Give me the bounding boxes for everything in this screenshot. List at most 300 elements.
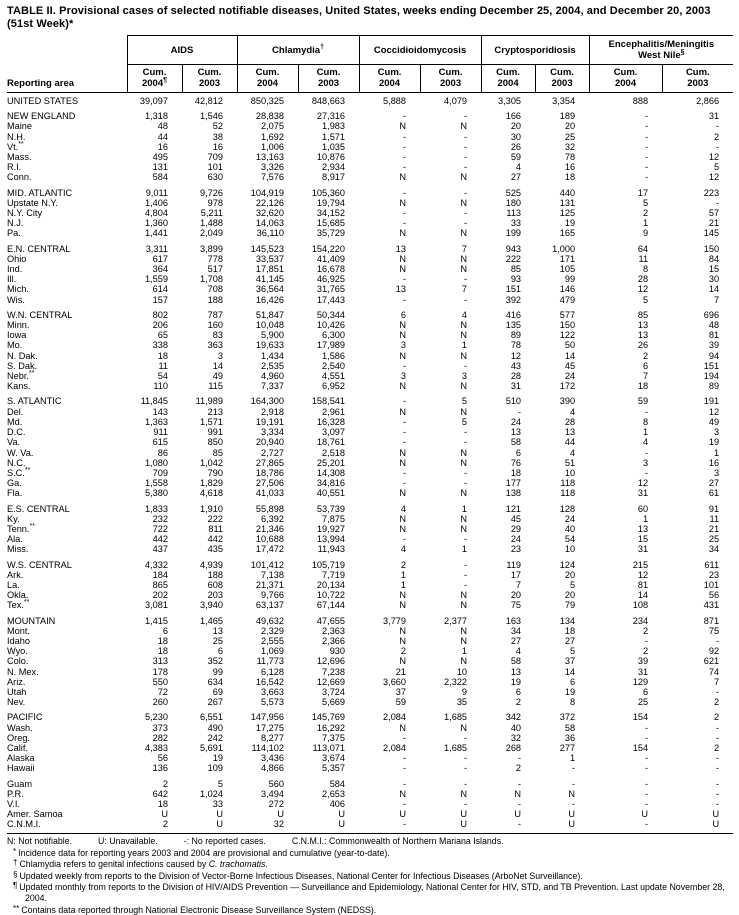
value-cell: 4,551 bbox=[322, 371, 346, 382]
value-cell: 13 bbox=[510, 666, 522, 677]
value-cell: 2,377 bbox=[444, 615, 468, 626]
value-cell: - bbox=[402, 478, 407, 489]
value-cell: 1,983 bbox=[322, 121, 346, 132]
value-cell: - bbox=[645, 121, 649, 132]
value-cell: 5 bbox=[642, 294, 649, 305]
value-cell: 6 bbox=[515, 686, 522, 697]
value-cell: U bbox=[399, 809, 407, 820]
value-cell: 1 bbox=[642, 218, 649, 229]
value-cell: 30 bbox=[510, 131, 522, 142]
value-cell: 25,201 bbox=[316, 457, 346, 468]
value-cell: 6 bbox=[642, 686, 649, 697]
value-cell: U bbox=[277, 809, 285, 820]
table-row bbox=[7, 458, 733, 468]
value-cell: 2 bbox=[162, 778, 168, 789]
value-cell: 4,939 bbox=[200, 559, 224, 570]
value-cell: 3,354 bbox=[552, 96, 576, 106]
value-cell: N bbox=[460, 172, 468, 183]
value-cell: 60 bbox=[637, 503, 649, 514]
value-cell: N bbox=[460, 488, 468, 499]
value-cell: 14 bbox=[564, 350, 576, 361]
column-group-header: Encephalitis/Meningitis West Nile§ bbox=[589, 36, 733, 65]
cum-subheader: Cum. 2003 bbox=[662, 65, 733, 93]
table-row bbox=[7, 218, 733, 228]
value-cell: 165 bbox=[559, 228, 576, 239]
value-cell: 75 bbox=[708, 625, 720, 636]
value-cell: 121 bbox=[505, 503, 522, 514]
value-cell: 147,956 bbox=[250, 712, 285, 723]
value-cell: N bbox=[460, 635, 468, 646]
page-title: TABLE II. Provisional cases of selected notifiable diseases, United States, weeks ending December 25, 2004, and December 20, 2003 (51st Week)* bbox=[7, 5, 711, 30]
value-cell: 7,238 bbox=[322, 666, 346, 677]
value-cell: 7 bbox=[461, 243, 468, 254]
value-cell: 188 bbox=[207, 294, 224, 305]
value-cell: 2 bbox=[713, 697, 720, 708]
value-cell: 277 bbox=[559, 742, 576, 753]
table-row bbox=[7, 330, 733, 340]
value-cell: 272 bbox=[268, 799, 285, 809]
reporting-area-cell: Wyo. bbox=[7, 646, 28, 657]
reporting-area-cell: Ill. bbox=[7, 274, 17, 285]
value-cell: 621 bbox=[703, 656, 720, 667]
value-cell: 2,918 bbox=[261, 406, 285, 417]
value-cell: 234 bbox=[632, 615, 649, 626]
value-cell: 1 bbox=[461, 646, 468, 657]
value-cell: 930 bbox=[329, 646, 346, 657]
value-cell: 177 bbox=[505, 478, 522, 489]
value-cell: 20,940 bbox=[255, 437, 285, 448]
value-cell: 1 bbox=[400, 569, 407, 580]
value-cell: 11 bbox=[709, 513, 720, 524]
value-cell: 1,685 bbox=[444, 742, 468, 753]
value-cell: 865 bbox=[152, 579, 168, 590]
table-row bbox=[7, 295, 733, 305]
value-cell: 119 bbox=[506, 559, 522, 570]
value-cell: 89 bbox=[708, 381, 720, 392]
value-cell: 11,845 bbox=[140, 396, 168, 407]
value-cell: 16,542 bbox=[255, 676, 285, 687]
reporting-area-cell: W.N. CENTRAL bbox=[7, 309, 73, 320]
value-cell: N bbox=[399, 330, 407, 341]
reporting-area-cell: N. Dak. bbox=[7, 350, 38, 361]
value-cell: 11,773 bbox=[256, 656, 285, 667]
value-cell: - bbox=[402, 111, 407, 122]
value-cell: - bbox=[463, 799, 468, 809]
table-row bbox=[7, 152, 733, 162]
value-cell: N bbox=[399, 172, 407, 183]
table-row bbox=[7, 616, 733, 626]
reporting-area-cell: Iowa bbox=[7, 330, 27, 341]
value-cell: 442 bbox=[152, 534, 168, 545]
table-row bbox=[7, 162, 733, 172]
value-cell: 1,488 bbox=[200, 218, 224, 229]
value-cell: 131 bbox=[559, 197, 576, 208]
value-cell: 41,145 bbox=[255, 274, 285, 285]
footnotes bbox=[7, 847, 733, 915]
value-cell: 131 bbox=[152, 162, 168, 173]
value-cell: 5 bbox=[713, 162, 720, 173]
value-cell: N bbox=[399, 447, 407, 458]
cum-subheader: Cum. 2004 bbox=[237, 65, 298, 93]
value-cell: N bbox=[399, 320, 407, 331]
value-cell: U bbox=[641, 809, 649, 820]
value-cell: 708 bbox=[207, 284, 224, 295]
value-cell: 27 bbox=[510, 635, 522, 646]
value-cell: 11 bbox=[638, 253, 649, 264]
value-cell: 1,586 bbox=[322, 350, 346, 361]
value-cell: - bbox=[402, 799, 407, 809]
value-cell: 113 bbox=[506, 208, 522, 219]
abbreviation-legend bbox=[7, 836, 733, 847]
value-cell: N bbox=[460, 320, 468, 331]
value-cell: N bbox=[460, 447, 468, 458]
value-cell: U bbox=[460, 819, 468, 830]
footnote bbox=[7, 904, 739, 915]
table-row bbox=[7, 819, 733, 829]
value-cell: 2,727 bbox=[261, 447, 285, 458]
value-cell: 2,329 bbox=[261, 625, 285, 636]
value-cell: - bbox=[645, 447, 649, 458]
value-cell: 92 bbox=[708, 646, 720, 657]
value-cell: 1 bbox=[569, 753, 576, 764]
reporting-area-cell: D.C. bbox=[7, 427, 26, 438]
value-cell: - bbox=[463, 559, 468, 570]
value-cell: - bbox=[645, 131, 649, 142]
value-cell: 364 bbox=[152, 264, 168, 275]
value-cell: - bbox=[645, 635, 649, 646]
value-cell: 24 bbox=[564, 371, 576, 382]
value-cell: 13,994 bbox=[316, 534, 346, 545]
value-cell: 50 bbox=[564, 340, 576, 351]
value-cell: N bbox=[399, 253, 407, 264]
value-cell: 13 bbox=[637, 320, 649, 331]
value-cell: 12 bbox=[708, 406, 720, 417]
reporting-area-cell: Okla. bbox=[7, 590, 29, 601]
value-cell: 27 bbox=[510, 172, 522, 183]
reporting-area-cell: Del. bbox=[7, 406, 24, 417]
value-cell: 19,927 bbox=[316, 523, 346, 534]
value-cell: 81 bbox=[637, 579, 649, 590]
value-cell: - bbox=[463, 111, 468, 122]
value-cell: 709 bbox=[152, 467, 168, 478]
value-cell: 1,571 bbox=[322, 131, 346, 142]
value-cell: 4,804 bbox=[145, 208, 168, 219]
value-cell: 8 bbox=[642, 264, 649, 275]
value-cell: 31 bbox=[637, 544, 649, 555]
value-cell: 1,006 bbox=[261, 141, 285, 152]
value-cell: 67,144 bbox=[316, 600, 346, 611]
value-cell: 54 bbox=[157, 371, 168, 382]
value-cell: 790 bbox=[207, 467, 224, 478]
table-row bbox=[7, 626, 733, 636]
value-cell: N bbox=[399, 457, 407, 468]
value-cell: 42,812 bbox=[194, 96, 224, 106]
value-cell: 16 bbox=[212, 141, 224, 152]
value-cell: - bbox=[402, 396, 407, 407]
value-cell: 29 bbox=[510, 523, 522, 534]
value-cell: 17,275 bbox=[255, 722, 285, 733]
value-cell: - bbox=[402, 437, 407, 448]
value-cell: 105,360 bbox=[311, 187, 346, 198]
value-cell: 3,940 bbox=[200, 600, 224, 611]
value-cell: 222 bbox=[207, 513, 224, 524]
value-cell: - bbox=[645, 788, 649, 799]
value-cell: 3,311 bbox=[145, 243, 168, 254]
reporting-area-cell: Guam bbox=[7, 778, 33, 789]
value-cell: 442 bbox=[207, 534, 224, 545]
value-cell: 2,535 bbox=[261, 360, 285, 371]
table-row bbox=[7, 396, 733, 406]
value-cell: 7,138 bbox=[261, 569, 285, 580]
value-cell: N bbox=[399, 381, 407, 392]
reporting-area-cell: C.N.M.I. bbox=[7, 819, 41, 830]
value-cell: - bbox=[572, 778, 576, 789]
value-cell: N bbox=[460, 330, 468, 341]
value-cell: 5 bbox=[569, 646, 576, 657]
value-cell: 136 bbox=[152, 763, 168, 774]
value-cell: 108 bbox=[632, 600, 649, 611]
value-cell: 642 bbox=[152, 788, 168, 799]
reporting-area-cell: Miss. bbox=[7, 544, 29, 555]
value-cell: 584 bbox=[152, 172, 168, 183]
value-cell: 1,434 bbox=[261, 350, 285, 361]
reporting-area-cell: La. bbox=[7, 579, 20, 590]
value-cell: 17,443 bbox=[316, 294, 346, 305]
value-cell: 206 bbox=[152, 320, 168, 331]
value-cell: 13 bbox=[212, 625, 224, 636]
value-cell: 3 bbox=[713, 467, 720, 478]
table-row bbox=[7, 351, 733, 361]
value-cell: 10,048 bbox=[255, 320, 285, 331]
value-cell: 560 bbox=[268, 778, 285, 789]
value-cell: - bbox=[463, 162, 468, 173]
column-group-header: Cryptosporidiosis bbox=[481, 36, 589, 65]
value-cell: 1 bbox=[642, 513, 649, 524]
value-cell: 13 bbox=[395, 284, 407, 295]
value-cell: 2 bbox=[162, 819, 168, 830]
value-cell: 390 bbox=[559, 396, 576, 407]
value-cell: 2,049 bbox=[200, 228, 224, 239]
value-cell: 10 bbox=[564, 544, 576, 555]
table-row bbox=[7, 228, 733, 238]
footnote bbox=[7, 858, 739, 870]
value-cell: 12 bbox=[510, 350, 522, 361]
value-cell: 15 bbox=[637, 534, 649, 545]
value-cell: 9,726 bbox=[200, 187, 224, 198]
reporting-area-cell: Ark. bbox=[7, 569, 24, 580]
value-cell: 46,925 bbox=[316, 274, 346, 285]
value-cell: - bbox=[402, 467, 407, 478]
value-cell: - bbox=[463, 208, 468, 219]
value-cell: 2 bbox=[713, 742, 720, 753]
value-cell: 72 bbox=[157, 686, 168, 697]
table-row bbox=[7, 407, 733, 417]
value-cell: - bbox=[402, 294, 407, 305]
value-cell: 19,633 bbox=[255, 340, 285, 351]
table-row bbox=[7, 687, 733, 697]
footnote-text: Chlamydia refers to genital infections caused by C. trachomatis. bbox=[19, 859, 268, 870]
value-cell: 5,669 bbox=[322, 697, 346, 708]
value-cell: - bbox=[463, 534, 468, 545]
value-cell: 3,724 bbox=[322, 686, 346, 697]
table-row bbox=[7, 799, 733, 809]
value-cell: 115 bbox=[208, 381, 224, 392]
notifiable-diseases-table bbox=[7, 35, 733, 830]
value-cell: 510 bbox=[505, 396, 522, 407]
reporting-area-cell: Oreg. bbox=[7, 732, 30, 743]
reporting-area-cell: N.C. bbox=[7, 457, 26, 468]
value-cell: 3,660 bbox=[383, 676, 407, 687]
value-cell: 5,357 bbox=[322, 763, 346, 774]
reporting-area-cell: Mass. bbox=[7, 152, 32, 163]
value-cell: 43 bbox=[510, 360, 522, 371]
value-cell: 78 bbox=[510, 340, 522, 351]
reporting-area-cell: Mich. bbox=[7, 284, 29, 295]
value-cell: 11,943 bbox=[317, 544, 346, 555]
value-cell: 55,898 bbox=[255, 503, 285, 514]
reporting-area-cell: Nev. bbox=[7, 697, 26, 708]
value-cell: 16 bbox=[708, 457, 720, 468]
value-cell: 3,674 bbox=[322, 753, 346, 764]
value-cell: 110 bbox=[153, 381, 168, 392]
value-cell: 3 bbox=[461, 371, 468, 382]
table-row bbox=[7, 111, 733, 121]
value-cell: 3,326 bbox=[261, 162, 285, 173]
value-cell: 3 bbox=[400, 371, 407, 382]
value-cell: - bbox=[645, 819, 649, 830]
value-cell: 25 bbox=[637, 697, 649, 708]
value-cell: - bbox=[517, 753, 522, 764]
value-cell: 26 bbox=[510, 141, 522, 152]
reporting-area-cell: Ky. bbox=[7, 513, 20, 524]
value-cell: 79 bbox=[564, 600, 576, 611]
table-row bbox=[7, 244, 733, 254]
value-cell: 811 bbox=[208, 523, 224, 534]
value-cell: 105 bbox=[559, 264, 576, 275]
value-cell: 363 bbox=[207, 340, 224, 351]
value-cell: U bbox=[568, 819, 576, 830]
value-cell: 124 bbox=[559, 559, 576, 570]
value-cell: 4 bbox=[400, 503, 407, 514]
value-cell: 135 bbox=[505, 320, 522, 331]
value-cell: 101 bbox=[703, 579, 720, 590]
value-cell: 1,406 bbox=[145, 197, 168, 208]
value-cell: 3,779 bbox=[383, 615, 407, 626]
value-cell: 2 bbox=[400, 559, 407, 570]
value-cell: 13 bbox=[564, 427, 576, 438]
value-cell: 164,300 bbox=[250, 396, 285, 407]
value-cell: N bbox=[460, 228, 468, 239]
value-cell: 802 bbox=[152, 309, 168, 320]
value-cell: - bbox=[517, 778, 522, 789]
value-cell: 4 bbox=[400, 544, 407, 555]
value-cell: N bbox=[460, 253, 468, 264]
value-cell: 1,363 bbox=[145, 416, 168, 427]
value-cell: 7,576 bbox=[261, 172, 285, 183]
value-cell: 138 bbox=[505, 488, 522, 499]
value-cell: 6 bbox=[515, 447, 522, 458]
table-row bbox=[7, 763, 733, 773]
value-cell: 24 bbox=[564, 513, 576, 524]
value-cell: N bbox=[399, 635, 407, 646]
value-cell: 28 bbox=[564, 416, 576, 427]
table-row bbox=[7, 733, 733, 743]
value-cell: 7,375 bbox=[322, 732, 346, 743]
value-cell: 787 bbox=[207, 309, 224, 320]
value-cell: - bbox=[463, 579, 468, 590]
value-cell: 31 bbox=[637, 666, 649, 677]
value-cell: 33 bbox=[510, 218, 522, 229]
value-cell: N bbox=[399, 656, 407, 667]
value-cell: - bbox=[716, 121, 720, 132]
reporting-area-cell: Ala. bbox=[7, 534, 23, 545]
table-row bbox=[7, 570, 733, 580]
value-cell: - bbox=[402, 819, 407, 830]
value-cell: 5 bbox=[569, 579, 576, 590]
value-cell: 5 bbox=[461, 416, 468, 427]
value-cell: 778 bbox=[207, 253, 224, 264]
value-cell: 27,316 bbox=[316, 111, 346, 122]
value-cell: 32,620 bbox=[255, 208, 285, 219]
value-cell: 35,729 bbox=[316, 228, 346, 239]
value-cell: 2,075 bbox=[261, 121, 285, 132]
value-cell: - bbox=[645, 778, 649, 789]
value-cell: N bbox=[399, 722, 407, 733]
reporting-area-cell: Amer. Samoa bbox=[7, 809, 63, 820]
reporting-area-cell: R.I. bbox=[7, 162, 22, 173]
value-cell: 58 bbox=[564, 722, 576, 733]
value-cell: 12,696 bbox=[316, 656, 346, 667]
value-cell: N bbox=[460, 523, 468, 534]
value-cell: - bbox=[716, 763, 720, 774]
legend-item: N: Not notifiable. bbox=[7, 835, 73, 846]
value-cell: 47,655 bbox=[316, 615, 346, 626]
value-cell: 888 bbox=[632, 96, 649, 106]
value-cell: 12 bbox=[637, 569, 649, 580]
value-cell: - bbox=[463, 478, 468, 489]
value-cell: 188 bbox=[207, 569, 224, 580]
reporting-area-cell: Hawaii bbox=[7, 763, 35, 774]
value-cell: 151 bbox=[505, 284, 522, 295]
value-cell: 28 bbox=[637, 274, 649, 285]
value-cell: 215 bbox=[632, 559, 649, 570]
value-cell: U bbox=[712, 819, 720, 830]
value-cell: 525 bbox=[505, 187, 522, 198]
value-cell: 12 bbox=[708, 172, 720, 183]
cum-subheader: Cum. 2003 bbox=[298, 65, 359, 93]
table-row bbox=[7, 340, 733, 350]
table-row bbox=[7, 427, 733, 437]
value-cell: 39,097 bbox=[139, 96, 168, 106]
value-cell: 37 bbox=[564, 656, 576, 667]
value-cell: 1,360 bbox=[145, 218, 168, 229]
value-cell: 2,084 bbox=[383, 742, 407, 753]
value-cell: - bbox=[463, 187, 468, 198]
reporting-area-header: Reporting area bbox=[7, 36, 127, 93]
value-cell: 16,292 bbox=[316, 722, 346, 733]
value-cell: 49 bbox=[212, 371, 224, 382]
value-cell: N bbox=[399, 523, 407, 534]
value-cell: 180 bbox=[505, 197, 522, 208]
table-row bbox=[7, 488, 733, 498]
value-cell: 2,322 bbox=[444, 676, 468, 687]
footnote-marker: ** bbox=[13, 903, 20, 913]
value-cell: - bbox=[716, 635, 720, 646]
value-cell: 9 bbox=[461, 686, 468, 697]
value-cell: 4,332 bbox=[145, 559, 168, 570]
value-cell: 12 bbox=[637, 284, 649, 295]
value-cell: - bbox=[402, 416, 407, 427]
